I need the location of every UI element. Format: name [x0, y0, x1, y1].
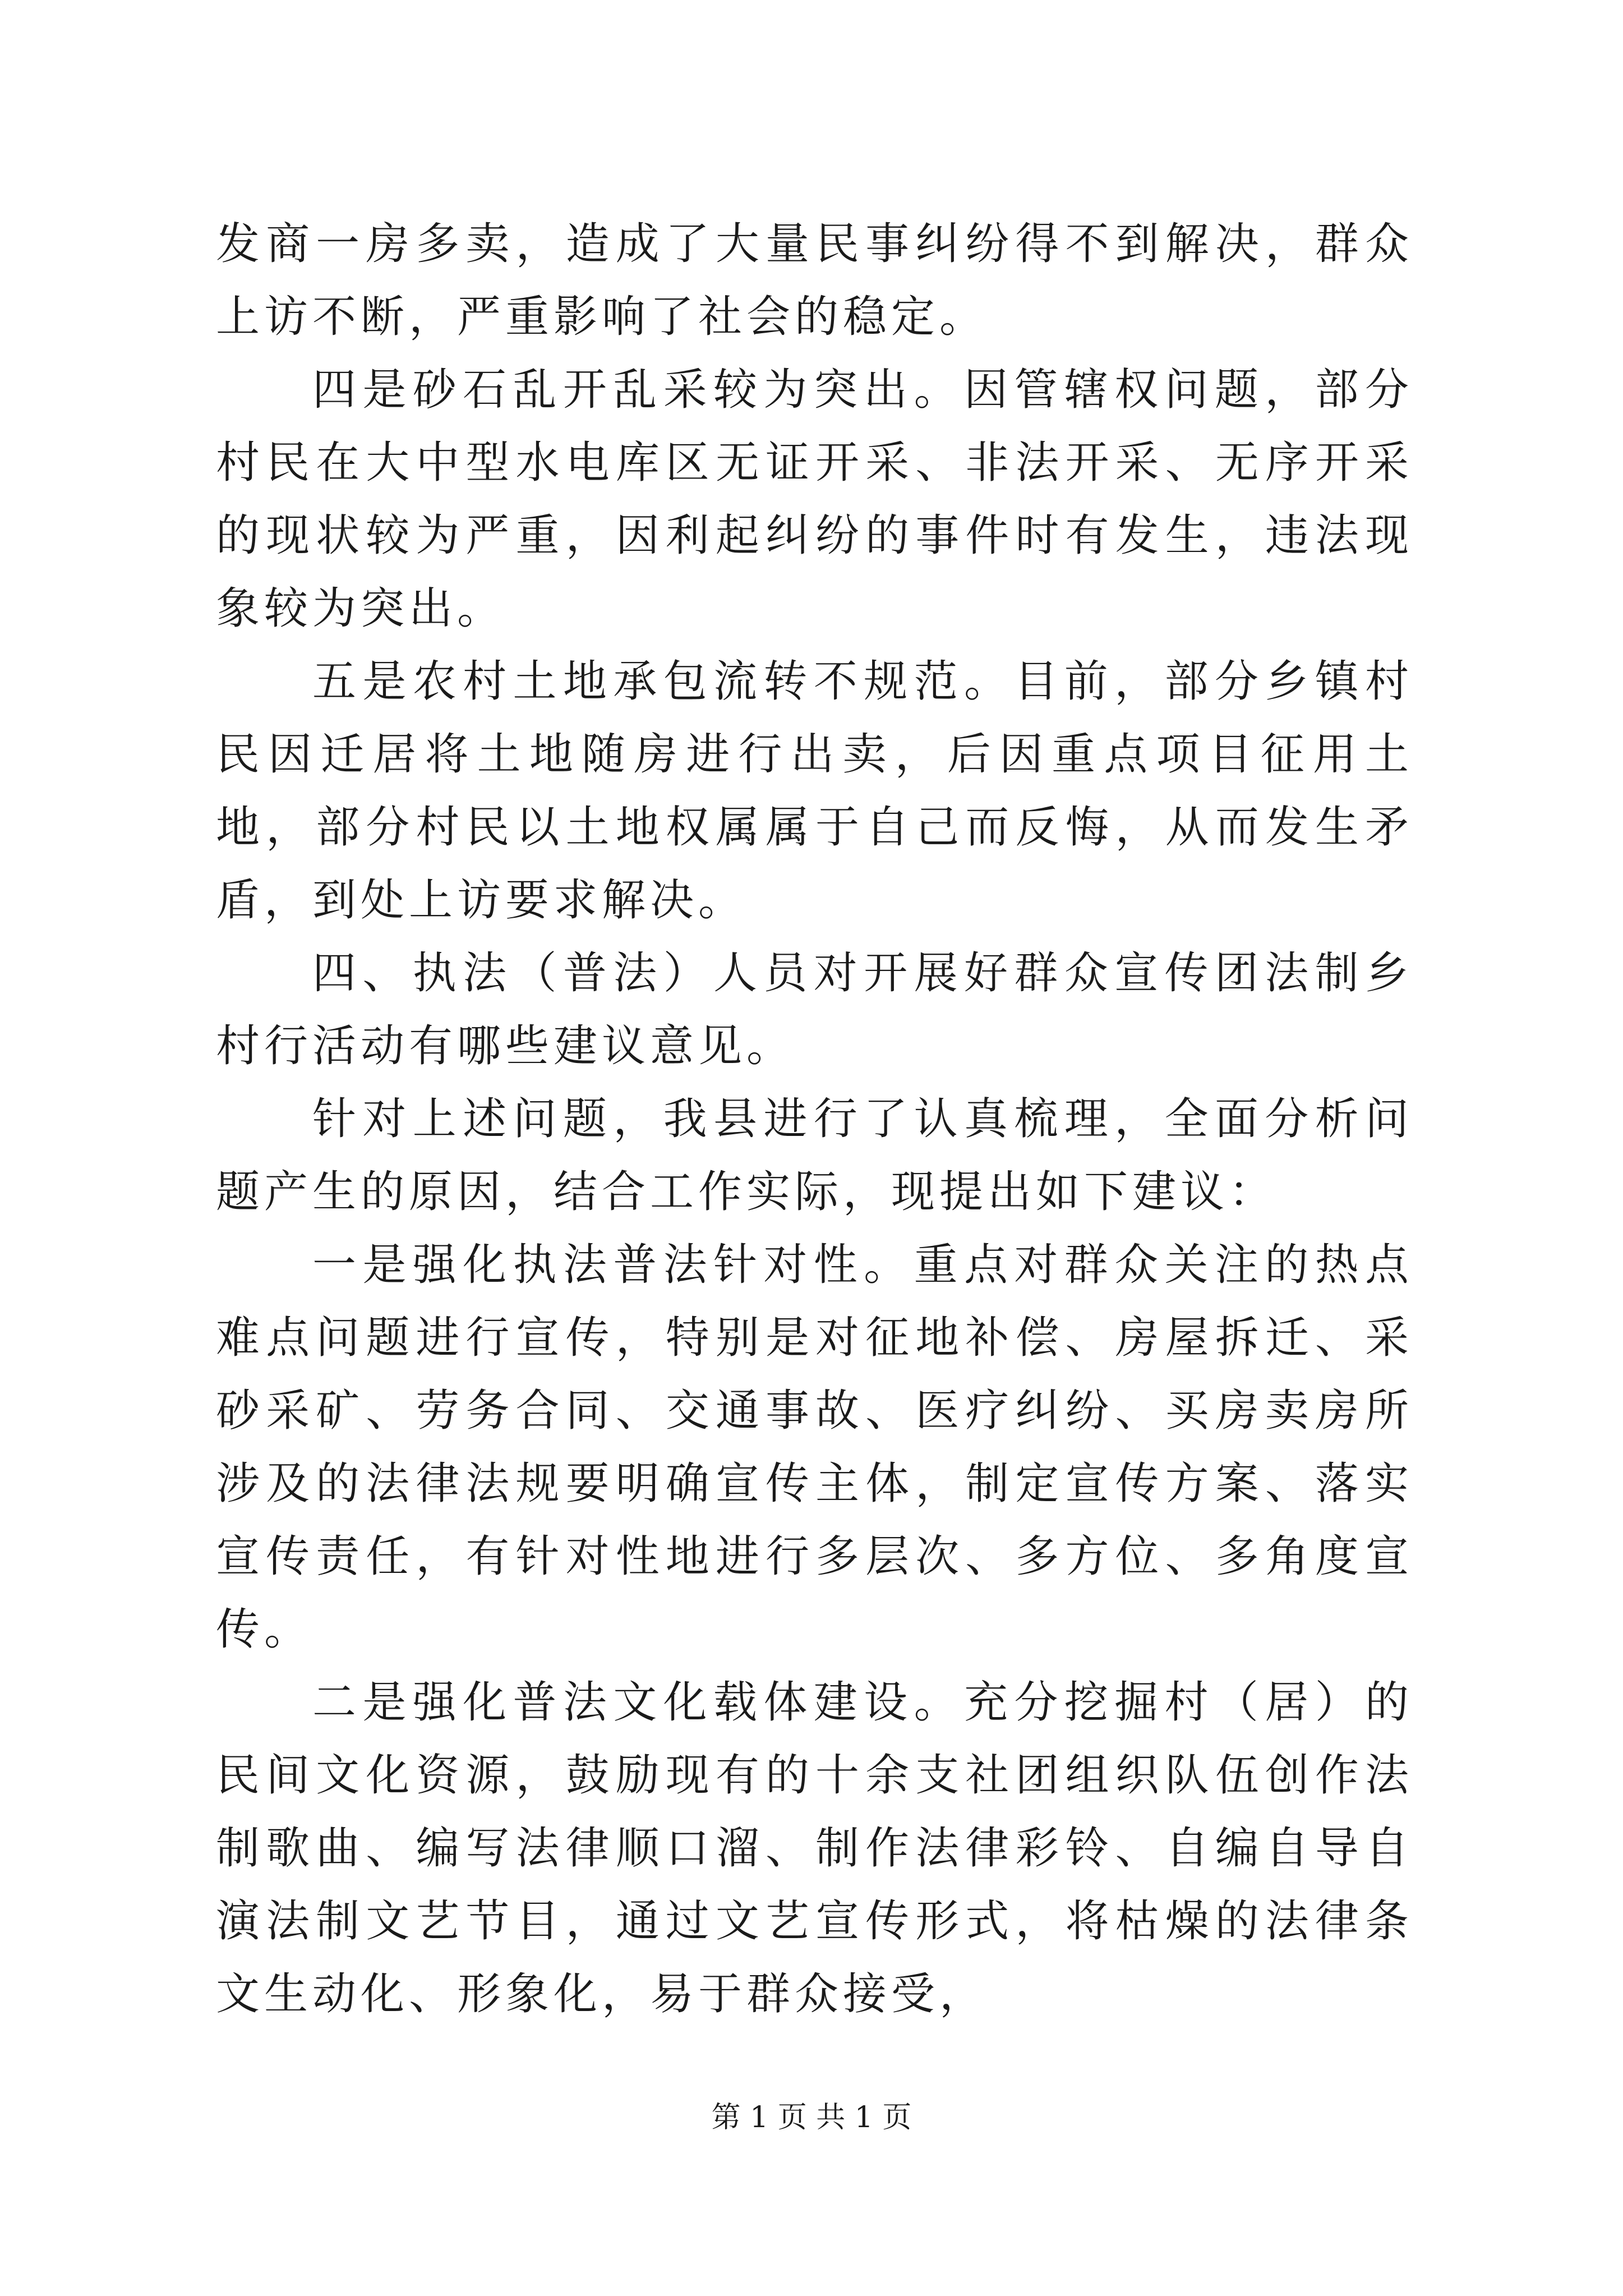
- document-body: [216, 208, 1413, 2031]
- paragraph-intro-suggestions: 针对上述问题，我县进行了认真梳理，全面分析问题产生的原因，结合工作实际，现提出如下建议：: [216, 1094, 1413, 1217]
- paragraph-land-transfer: 五是农村土地承包流转不规范。目前，部分乡镇村民因迁居将土地随房进行出卖，后因重点项目征用土地，部分村民以土地权属属于自己而反悔，从而发生矛盾，到处上访要求解决。: [216, 656, 1413, 926]
- paragraph-suggestion-one: 一是强化执法普法针对性。重点对群众关注的热点难点问题进行宣传，特别是对征地补偿、房屋拆迁、采砂采矿、劳务合同、交通事故、医疗纠纷、买房卖房所涉及的法律法规要明确宣传主体，制定宣传方案、落实宣传责任，有针对性地进行多层次、多方位、多角度宣传。: [216, 1240, 1413, 1655]
- page-footer: 第 1 页 共 1 页: [711, 2101, 912, 2134]
- paragraph-continuation: 发商一房多卖，造成了大量民事纠纷得不到解决，群众上访不断，严重影响了社会的稳定。: [216, 219, 1413, 342]
- paragraph-suggestion-two: 二是强化普法文化载体建设。充分挖掘村（居）的民间文化资源，鼓励现有的十余支社团组织队伍创作法制歌曲、编写法律顺口溜、制作法律彩铃、自编自导自演法制文艺节目，通过文艺宣传形式，将枯燥的法律条文生动化、形象化，易于群众接受，: [216, 1677, 1413, 2019]
- section-heading-suggestions: 四、执法（普法）人员对开展好群众宣传团法制乡村行活动有哪些建议意见。: [216, 948, 1413, 1071]
- paragraph-sand-mining: 四是砂石乱开乱采较为突出。因管辖权问题，部分村民在大中型水电库区无证开采、非法开采、无序开采的现状较为严重，因利起纠纷的事件时有发生，违法现象较为突出。: [216, 365, 1413, 634]
